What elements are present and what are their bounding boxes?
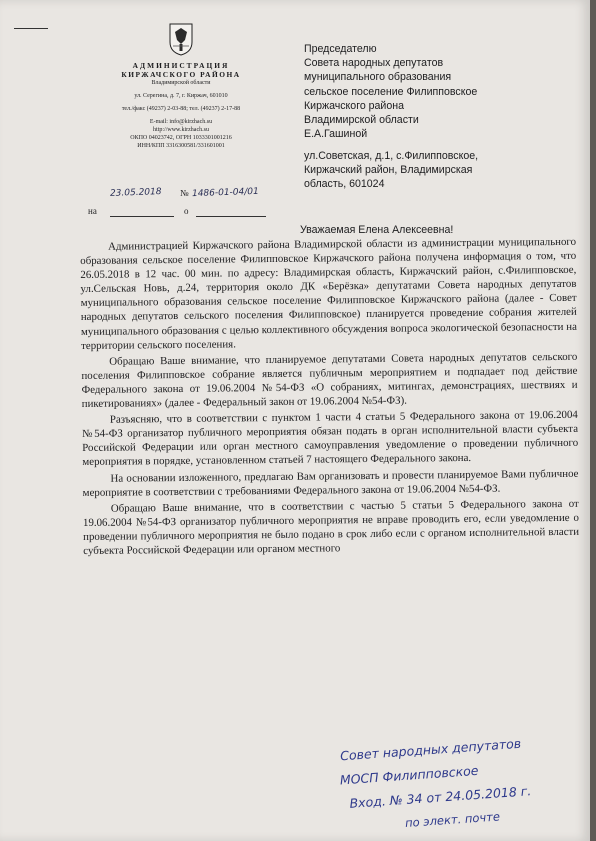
stamp-line: Вход. № 34 от 24.05.2018 г. [349, 783, 532, 811]
addressee-line: муниципального образования [304, 71, 452, 84]
address-line: ул.Советская, д.1, с.Филипповское, [304, 150, 479, 162]
org-website: http://www.kirzhach.su [153, 127, 209, 134]
stamp-line: Совет народных депутатов [339, 735, 522, 764]
org-okpo: ОКПО 04023742, ОГРН 1033301001216 [130, 135, 232, 142]
addressee-line: Е.А.Гашиной [304, 128, 368, 141]
org-region: Владимирской области [151, 80, 211, 87]
letter-body [80, 235, 579, 560]
reply-to-label: на [88, 206, 97, 216]
address-line: область, 601024 [304, 178, 385, 191]
outgoing-reference [88, 188, 298, 218]
outgoing-date: 23.05.2018 [109, 187, 162, 199]
addressee-line: Владимирской области [304, 114, 419, 127]
org-title-line2: КИРЖАЧСКОГО РАЙОНА [121, 70, 241, 80]
addressee-line: сельское поселение Филипповское [304, 85, 478, 98]
outgoing-number: 1486-01-04/01 [191, 186, 259, 200]
address-line: Киржачский район, Владимирская [304, 164, 473, 177]
addressee-block [304, 42, 574, 141]
org-phone: тел./факс (49237) 2-03-88; тел. (49237) 2-17-88 [121, 106, 241, 113]
org-inn: ИНН/КПП 3316300581/331601001 [137, 143, 225, 150]
number-sign: № [180, 188, 189, 198]
addressee-line: Совета народных депутатов [304, 57, 444, 70]
org-email: E-mail: info@kirzhach.su [149, 119, 213, 126]
coat-of-arms-icon [168, 22, 194, 56]
incoming-registration-stamp [326, 713, 590, 841]
addressee-address [304, 149, 574, 192]
stamp-line: МОСП Филипповское [339, 762, 479, 788]
stamp-line: по элект. почте [404, 809, 501, 830]
org-title-line1: АДМИНИСТРАЦИЯ [132, 61, 230, 71]
addressee-line: Киржачского района [304, 99, 404, 112]
body-paragraph: Обращаю Ваше внимание, что планируемое депутатами Совета народных депутатов сельского поселения Филипповское собрание является публичным мероприятием и подпадает под действие Федерального закона от 19.06.2004 №54-ФЗ «О собраниях, митингах, демонстрациях, шествиях и пикетированиях» (далее - Федеральный закон от 19.06.2004 №54-ФЗ). [81, 350, 578, 411]
org-address: ул. Серегина, д. 7, г. Киржач, 601010 [134, 93, 228, 100]
addressee-line: Председателю [304, 43, 377, 55]
top-mark-line [14, 28, 48, 29]
body-paragraph: Разъясняю, что в соответствии с пунктом 1 части 4 статьи 5 Федерального закона от 19.06.2004 №54-ФЗ организатор публичного мероприятия обязан подать в орган исполнительной власти субъекта Российской Федерации или орган местного самоуправления уведомление о проведении публичного мероприятия в порядке, установленном статьей 7 настоящего Федерального закона. [81, 408, 579, 469]
body-paragraph: Администрацией Киржачского района Владимирской области из администрации муниципального образования сельское поселение Филипповское Киржачского района получена информация о том, что 26.05.2018 в 12 час. 00 мин. по адресу: Владимирская область, Киржачский район, с.Филипповское, ул.Сельская Новь, д.24, территория около ДК «Берёзка» депутатами Совета народных депутатов муниципального образования сельское поселение Филипповское Киржачского района (далее - Совет народных депутатов сельского поселения Филипповское) планируется проведение собрания жителей муниципального образования с целью коллективного обсуждения вопроса экологической безопасности на территории сельского поселения. [80, 235, 577, 352]
reply-date-blank [110, 216, 174, 217]
body-paragraph: На основании изложенного, предлагаю Вам организовать и провести планируемое Вами публичное мероприятие в соответствии с требованиями Федерального закона от 19.06.2004 №54-ФЗ. [82, 467, 579, 499]
body-paragraph: Обращаю Ваше внимание, что в соответствии с частью 5 статьи 5 Федерального закона от 19.06.2004 №54-ФЗ организатор публичного мероприятия не вправе проводить его, если уведомление о проведении публичного мероприятия не было подано в срок либо если с органом исполнительной власти субъекта Российской Федерации или органом местного [82, 497, 580, 557]
salutation: Уважаемая Елена Алексеевна! [300, 224, 454, 236]
reply-number-blank [196, 216, 266, 217]
reply-of-label: о [184, 206, 189, 216]
background-edge [590, 0, 596, 841]
letterhead [96, 22, 266, 150]
